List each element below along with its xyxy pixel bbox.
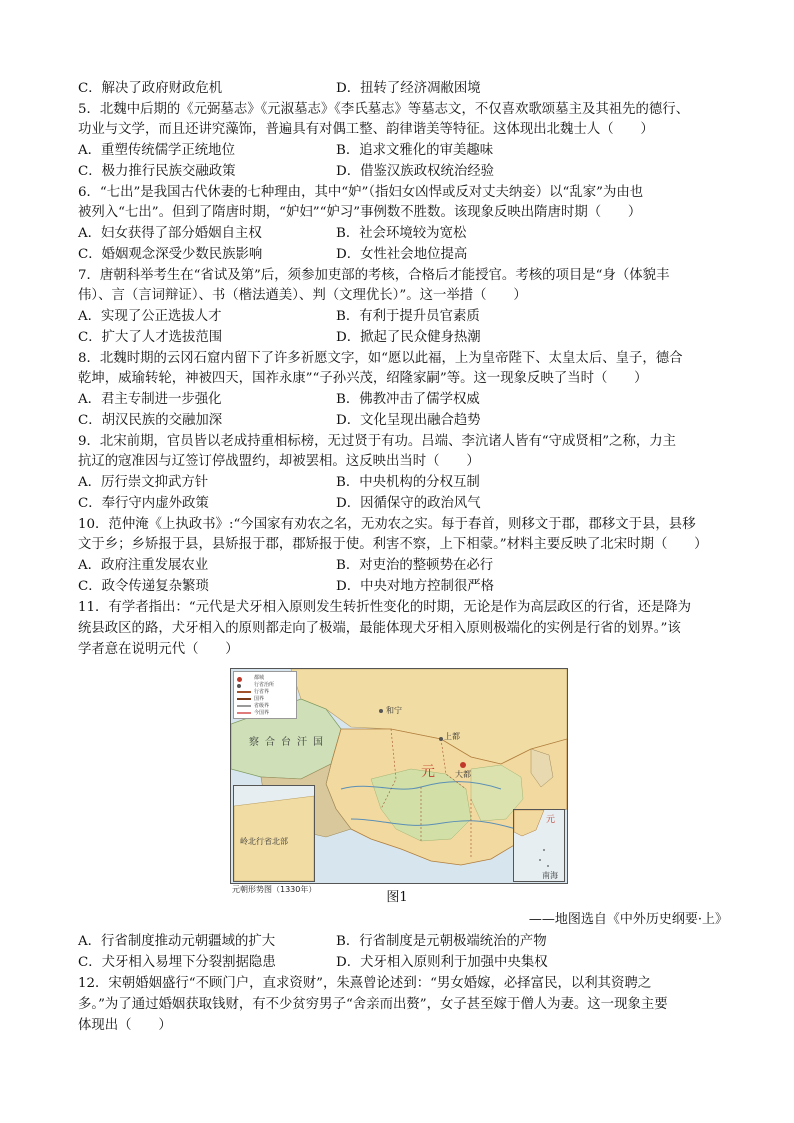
- q6-option-c: C．婚姻观念深受少数民族影响: [78, 247, 263, 262]
- q6-stem-line2: 被列入“七出”。但到了隋唐时期，“妒妇”“妒习”事例数不胜数。该现象反映出隋唐时期（ ）: [78, 205, 642, 220]
- q9-option-d: D．因循保守的政治风气: [336, 496, 481, 511]
- inset-lingbei-drawing: [234, 786, 314, 881]
- legend-item: 行省治所: [254, 682, 275, 688]
- q9-option-b: B．中央机构的分权互制: [336, 475, 480, 490]
- q6-option-b: B．社会环境较为宽松: [336, 226, 467, 241]
- q8-option-c: C．胡汉民族的交融加深: [78, 413, 223, 428]
- figure-caption: 图1: [386, 890, 408, 905]
- map-legend: [233, 671, 297, 719]
- q5-option-b: B．追求文雅化的审美趣味: [336, 143, 494, 158]
- q9-option-a: A．厉行崇文抑武方针: [78, 475, 209, 490]
- q11-option-b: B．行省制度是元朝极端统治的产物: [336, 934, 547, 949]
- q11-option-c: C．犬牙相入易埋下分裂割据隐患: [78, 955, 276, 970]
- label-dadu: 大都: [455, 770, 471, 779]
- q11-option-d: D．犬牙相入原则利于加强中央集权: [336, 955, 548, 970]
- q6-option-a: A．妇女获得了部分婚姻自主权: [78, 226, 262, 241]
- figure-source: ——地图选自《中外历史纲要·上》: [528, 912, 728, 927]
- dadu-capital-marker: [460, 762, 466, 768]
- q8-stem-line1: 8．北魏时期的云冈石窟内留下了许多祈愿文字，如“愿以此福，上为皇帝陛下、太皇太后、皇子，德合: [78, 351, 683, 366]
- q4-option-c: C．解决了政府财政危机: [78, 81, 223, 96]
- q8-option-a: A．君主专制进一步强化: [78, 392, 222, 407]
- map-title: 元朝形势图（1330年）: [232, 885, 317, 894]
- q11-stem-line1: 11．有学者指出：“元代是犬牙相入原则发生转折性变化的时期，无论是作为高层政区的行省，还是降为: [78, 600, 692, 615]
- helin-marker: [379, 709, 383, 713]
- q10-option-c: C．政令传递复杂繁琐: [78, 579, 209, 594]
- legend-item: 行省界: [254, 689, 270, 695]
- q12-stem-line2: 多。”为了通过婚姻获取钱财，有不少贫穷男子“舍亲而出赘”，女子甚至嫁于僧人为妻。这一现象主要: [78, 997, 668, 1012]
- q10-option-d: D．中央对地方控制很严格: [336, 579, 495, 594]
- q12-stem-line3: 体现出（ ）: [78, 1018, 172, 1033]
- label-chagatai: 察合台汗国: [249, 737, 329, 748]
- label-yuan: 元: [421, 764, 435, 780]
- q5-stem-line2: 功业与文学，而且还讲究藻饰，普遍具有对偶工整、韵律谐美等特征。这体现出北魏士人（ ）: [78, 122, 654, 137]
- legend-item: 省级界: [254, 703, 270, 709]
- yuan-dynasty-map: [230, 668, 568, 884]
- q5-stem-line1: 5．北魏中后期的《元弼墓志》《元淑墓志》《李氏墓志》等墓志文，不仅喜欢歌颂墓主及其祖先的德行、: [78, 102, 690, 117]
- q9-option-c: C．奉行守内虚外政策: [78, 496, 209, 511]
- q7-option-a: A．实现了公正选拔人才: [78, 309, 222, 324]
- map-inset-south-sea: [513, 809, 565, 882]
- q10-stem-line2: 文于乡；乡矫报于县，县矫报于郡，郡矫报于使。利害不察，上下相蒙。”材料主要反映了北宋时期（ ）: [78, 537, 708, 552]
- q7-option-c: C．扩大了人才选拔范围: [78, 330, 223, 345]
- label-helin: 和宁: [386, 706, 402, 715]
- q5-option-a: A．重塑传统儒学正统地位: [78, 143, 235, 158]
- q11-stem-line3: 学者意在说明元代（ ）: [78, 642, 239, 657]
- q7-option-b: B．有利于提升员官素质: [336, 309, 480, 324]
- q6-stem-line1: 6．“七出”是我国古代休妻的七种理由，其中“妒”（指妇女凶悍或反对丈夫纳妾）以“乱家”为由也: [78, 185, 644, 200]
- q7-stem-line2: 伟）、言（言词辩证）、书（楷法遒美）、判（文理优长）”。这一举措（ ）: [78, 288, 527, 303]
- label-south-sea: 南海: [542, 871, 558, 880]
- q7-stem-line1: 7．唐朝科举考生在“省试及第”后，须参加吏部的考核，合格后才能授官。考核的项目是“身（体貌丰: [78, 268, 670, 283]
- q12-stem-line1: 12．宋朝婚姻盛行“不顾门户，直求资财”，朱熹曾论述到：“男女婚嫁，必择富民，以利其资聘之: [78, 976, 652, 991]
- legend-item: 都城: [254, 675, 265, 681]
- q11-option-a: A．行省制度推动元朝疆域的扩大: [78, 934, 276, 949]
- q8-option-d: D．文化呈现出融合趋势: [336, 413, 481, 428]
- q4-option-d: D．扭转了经济凋敝困境: [336, 81, 481, 96]
- q9-stem-line1: 9．北宋前期，官员皆以老成持重相标榜，无过贤于有功。吕端、李沆诸人皆有“守成贤相”之称，力主: [78, 434, 677, 449]
- q10-option-b: B．对吏治的整顿势在必行: [336, 558, 494, 573]
- q5-option-c: C．极力推行民族交融政策: [78, 164, 236, 179]
- label-shangdu: 上都: [444, 732, 460, 741]
- shangdu-marker: [439, 737, 443, 741]
- q6-option-d: D．女性社会地位提高: [336, 247, 468, 262]
- label-inset-left: 岭北行省北部: [240, 837, 288, 846]
- q5-option-d: D．借鉴汉族政权统治经验: [336, 164, 495, 179]
- q11-stem-line2: 统县政区的路，犬牙相入的原则都走向了极端，最能体现犬牙相入原则极端化的实例是行省的划界。”该: [78, 621, 681, 636]
- legend-item: 国界: [254, 696, 265, 702]
- q10-stem-line1: 10．范仲淹《上执政书》:“今国家有劝农之名，无劝农之实。每于春首，则移文于郡，郡移文于县，县移: [78, 517, 696, 532]
- q8-stem-line2: 乾坤，威瑜转轮，神被四天，国祚永康”“子孙兴茂，绍隆家嗣”等。这一现象反映了当时（ ）: [78, 371, 648, 386]
- legend-item: 今国界: [254, 710, 270, 716]
- map-inset-lingbei: [233, 785, 315, 882]
- label-inset-right-yuan: 元: [546, 815, 556, 825]
- q7-option-d: D．掀起了民众健身热潮: [336, 330, 481, 345]
- q9-stem-line2: 抗辽的寇准因与辽签订停战盟约，却被罢相。这反映出当时（ ）: [78, 454, 480, 469]
- q8-option-b: B．佛教冲击了儒学权威: [336, 392, 480, 407]
- q10-option-a: A．政府注重发展农业: [78, 558, 209, 573]
